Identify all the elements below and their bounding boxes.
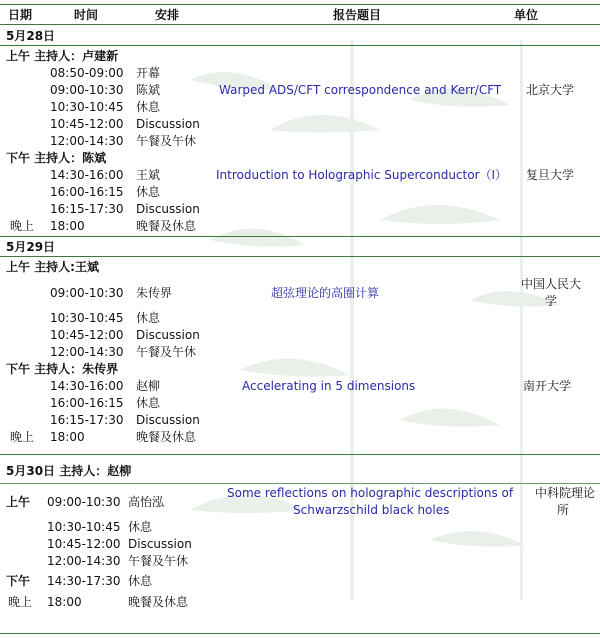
day1-morning-topic: Warped ADS/CFT correspondence and Kerr/CFT xyxy=(219,83,502,97)
day2-afternoon-unit: 南开大学 xyxy=(523,379,572,393)
day1-m-time-0: 08:50-09:00 xyxy=(50,66,124,80)
day2-evening-time: 18:00 xyxy=(50,430,85,444)
day1-morning-unit: 北京大学 xyxy=(526,83,575,97)
day1-afternoon-topic: Introduction to Holographic Superconductor（I） xyxy=(216,168,508,182)
day3-date: 5月30日 主持人：赵柳 xyxy=(6,464,132,478)
day2-evening-item: 晚餐及休息 xyxy=(136,430,197,444)
header-time: 时间 xyxy=(74,8,99,22)
day2-afternoon-label: 下午 主持人：朱传界 xyxy=(6,362,119,376)
day1-evening-label: 晚上 xyxy=(10,219,35,233)
day2-a-item-1: 休息 xyxy=(136,396,161,410)
day1-m-time-3: 10:45-12:00 xyxy=(50,117,124,131)
day1-afternoon-unit: 复旦大学 xyxy=(526,168,575,182)
day2-m-item-0: 朱传界 xyxy=(136,286,173,300)
day1-a-item-0: 王斌 xyxy=(136,168,161,182)
day3-m-time-2: 10:45-12:00 xyxy=(47,537,121,551)
header-unit: 单位 xyxy=(514,8,539,22)
day1-a-item-2: Discussion xyxy=(136,202,200,216)
day2-m-time-1: 10:30-10:45 xyxy=(50,311,124,325)
header-arrangement: 安排 xyxy=(155,8,180,22)
day3-afternoon-label: 下午 xyxy=(6,574,31,588)
day2-a-time-0: 14:30-16:00 xyxy=(50,379,124,393)
day3-afternoon-time: 14:30-17:30 xyxy=(47,574,121,588)
day1-m-time-2: 10:30-10:45 xyxy=(50,100,124,114)
day3-morning-unit-line2: 所 xyxy=(557,503,570,517)
day3-morning-topic-line2: Schwarzschild black holes xyxy=(293,503,450,517)
day2-m-time-2: 10:45-12:00 xyxy=(50,328,124,342)
day3-evening-item: 晚餐及休息 xyxy=(128,595,189,609)
day1-evening-item: 晚餐及休息 xyxy=(136,219,197,233)
day1-a-item-1: 休息 xyxy=(136,185,161,199)
day2-m-item-2: Discussion xyxy=(136,328,200,342)
day3-morning-topic-line1: Some reflections on holographic descriptions of xyxy=(227,486,514,500)
day1-a-time-0: 14:30-16:00 xyxy=(50,168,124,182)
day2-date: 5月29日 xyxy=(6,240,56,254)
day1-m-item-0: 开幕 xyxy=(136,66,161,80)
day3-m-item-0: 高怡泓 xyxy=(128,495,165,509)
day2-morning-topic: 超弦理论的高圈计算 xyxy=(271,286,380,300)
day2-m-item-1: 休息 xyxy=(136,311,161,325)
day3-m-item-3: 午餐及午休 xyxy=(128,554,189,568)
day3-morning-label: 上午 xyxy=(6,495,31,509)
day2-morning-label: 上午 主持人:王斌 xyxy=(6,260,99,274)
day2-m-item-3: 午餐及午休 xyxy=(136,345,197,359)
day3-afternoon-item: 休息 xyxy=(128,574,153,588)
day3-morning-unit-line1: 中科院理论 xyxy=(535,486,596,500)
day3-m-time-3: 12:00-14:30 xyxy=(47,554,121,568)
day2-a-time-1: 16:00-16:15 xyxy=(50,396,124,410)
day2-a-item-0: 赵柳 xyxy=(136,379,161,393)
day2-evening-label: 晚上 xyxy=(10,430,35,444)
day1-m-time-1: 09:00-10:30 xyxy=(50,83,124,97)
day1-m-item-1: 陈斌 xyxy=(136,83,161,97)
day1-m-time-4: 12:00-14:30 xyxy=(50,134,124,148)
day1-a-time-2: 16:15-17:30 xyxy=(50,202,124,216)
day1-a-time-1: 16:00-16:15 xyxy=(50,185,124,199)
day1-afternoon-label: 下午 主持人：陈斌 xyxy=(6,151,107,165)
day2-afternoon-topic: Accelerating in 5 dimensions xyxy=(242,379,416,393)
day1-m-item-4: 午餐及午休 xyxy=(136,134,197,148)
day1-m-item-2: 休息 xyxy=(136,100,161,114)
day3-m-item-2: Discussion xyxy=(128,537,192,551)
day2-m-time-0: 09:00-10:30 xyxy=(50,286,124,300)
day3-m-time-0: 09:00-10:30 xyxy=(47,495,121,509)
day1-date: 5月28日 xyxy=(6,29,56,43)
header-date: 日期 xyxy=(8,8,33,22)
day3-evening-time: 18:00 xyxy=(47,595,82,609)
day2-a-time-2: 16:15-17:30 xyxy=(50,413,124,427)
day2-morning-unit-line1: 中国人民大 xyxy=(521,277,582,291)
day3-evening-label: 晚上 xyxy=(8,595,33,609)
day2-a-item-2: Discussion xyxy=(136,413,200,427)
header-topic: 报告题目 xyxy=(333,8,382,22)
day2-morning-unit-line2: 学 xyxy=(545,294,558,308)
day1-morning-label: 上午 主持人：卢建新 xyxy=(6,49,119,63)
day1-evening-time: 18:00 xyxy=(50,219,85,233)
day2-m-time-3: 12:00-14:30 xyxy=(50,345,124,359)
day3-m-time-1: 10:30-10:45 xyxy=(47,520,121,534)
day1-m-item-3: Discussion xyxy=(136,117,200,131)
day3-m-item-1: 休息 xyxy=(128,520,153,534)
